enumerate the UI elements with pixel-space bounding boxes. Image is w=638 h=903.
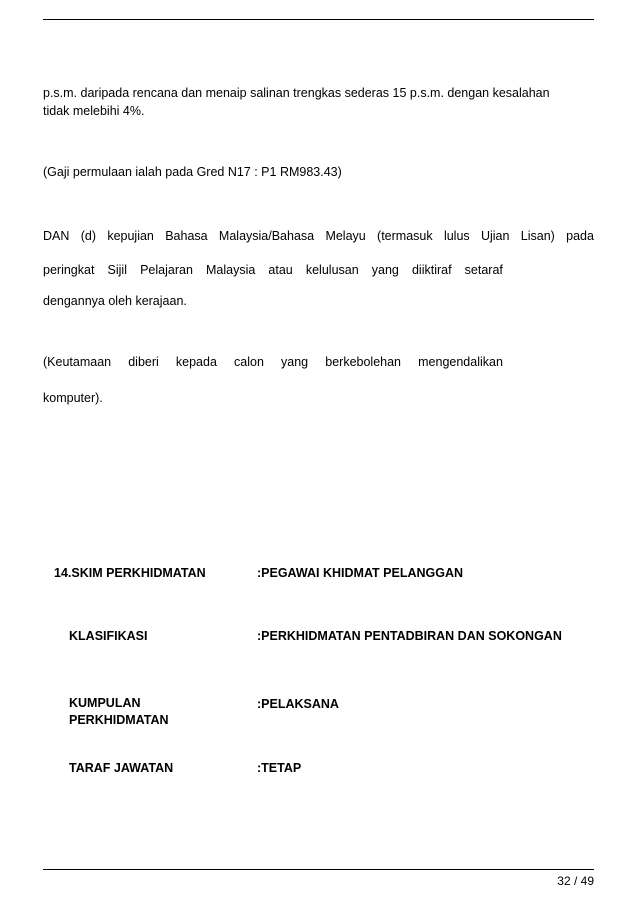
klasifikasi-label: KLASIFIKASI [69, 629, 148, 643]
word: pada [566, 229, 594, 243]
word: Pelajaran [140, 263, 193, 277]
word: Sijil [107, 263, 127, 277]
paragraph-line: dengannya oleh kerajaan. [43, 294, 187, 308]
skim-label: 14.SKIM PERKHIDMATAN [54, 566, 206, 580]
word: peringkat [43, 263, 95, 277]
word: (termasuk [377, 229, 433, 243]
word: Ujian [480, 229, 510, 243]
word: kepujian [107, 229, 154, 243]
page-number: 32 / 49 [557, 874, 594, 888]
word: setaraf [464, 263, 503, 277]
word: mengendalikan [418, 355, 503, 369]
paragraph-line: p.s.m. daripada rencana dan menaip salinan trengkas sederas 15 p.s.m. dengan kesalahan [43, 86, 550, 100]
word: calon [234, 355, 264, 369]
word: atau [268, 263, 293, 277]
word: kepada [175, 355, 217, 369]
kumpulan-label [69, 695, 169, 729]
word: diberi [128, 355, 159, 369]
taraf-label: TARAF JAWATAN [69, 761, 174, 775]
paragraph-line: tidak melebihi 4%. [43, 104, 145, 118]
salary-note: (Gaji permulaan ialah pada Gred N17 : P1 RM983.43) [43, 165, 342, 179]
taraf-value: :TETAP [257, 761, 302, 775]
word: lulus [443, 229, 470, 243]
kumpulan-value: :PELAKSANA [257, 697, 339, 711]
requirement-line-peringkat [43, 261, 503, 279]
word: Melayu [325, 229, 366, 243]
word: (d) [80, 229, 96, 243]
word: yang [371, 263, 399, 277]
word: berkebolehan [325, 355, 402, 369]
klasifikasi-value: :PERKHIDMATAN PENTADBIRAN DAN SOKONGAN [257, 629, 562, 643]
footer-rule [43, 869, 594, 870]
priority-note-line [43, 353, 503, 371]
word: diiktiraf [411, 263, 452, 277]
word: Lisan) [520, 229, 555, 243]
kumpulan-label-line: KUMPULAN [69, 696, 141, 710]
word: Malaysia/Bahasa [218, 229, 315, 243]
requirement-line-dan [43, 227, 594, 245]
skim-value: :PEGAWAI KHIDMAT PELANGGAN [257, 566, 464, 580]
word: yang [281, 355, 309, 369]
header-rule [43, 19, 594, 20]
kumpulan-label-line: PERKHIDMATAN [69, 713, 169, 727]
word: Bahasa [165, 229, 208, 243]
word: (Keutamaan [43, 355, 112, 369]
paragraph-line: komputer). [43, 391, 103, 405]
word: DAN [43, 229, 70, 243]
word: kelulusan [305, 263, 359, 277]
word: Malaysia [206, 263, 256, 277]
